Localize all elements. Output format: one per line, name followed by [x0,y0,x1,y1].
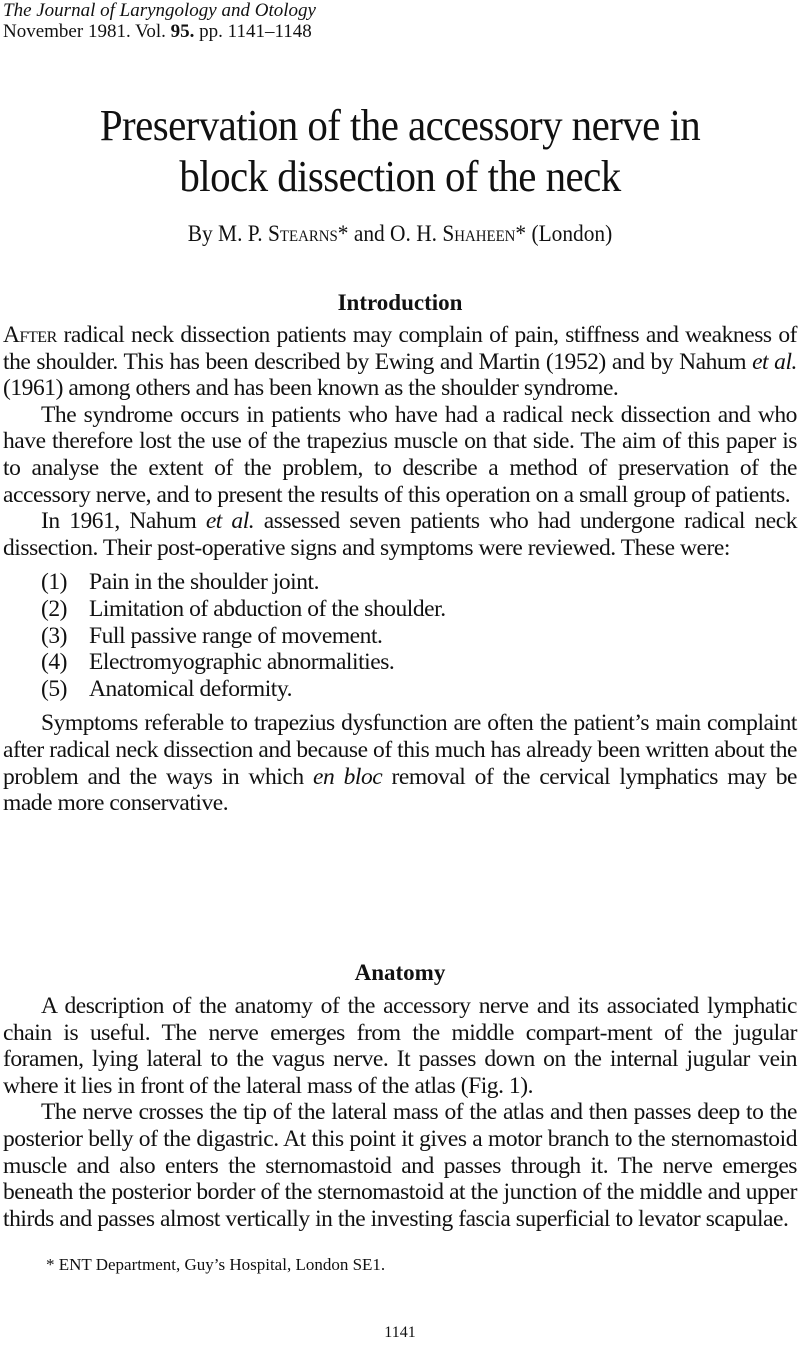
list-item [3,676,797,703]
list-text: Electromyographic abnormalities. [89,649,395,676]
list-item [3,623,797,650]
affiliation-mark-1: * [337,221,349,246]
author-1-surname: Stearns [267,221,338,246]
citation-date: November 1981. Vol. [3,21,171,42]
title-line-2: block dissection of the neck [179,152,621,201]
list-text: Full passive range of movement. [89,622,383,649]
intro-paragraph-3 [3,508,797,561]
list-item [3,569,797,596]
en-bloc: en bloc [312,763,383,790]
journal-header [3,0,316,42]
text-run: In 1961, Nahum [41,508,206,535]
et-al: et al. [752,348,797,375]
affiliation-mark-2: * [515,221,527,246]
text-run: (1961) among others and has been known as the shoulder syndrome. [3,375,619,402]
byline-by: By M. P. [187,221,268,246]
introduction-body [3,322,797,817]
byline-location: (London) [526,221,613,246]
list-item [3,649,797,676]
list-number: (5) [41,675,68,702]
text-run: assessed seven patients who had undergone radical neck dissection. Their post-operative signs and symptoms were reviewed. These were: [3,508,797,561]
intro-paragraph-4 [3,710,797,816]
anatomy-paragraph-2: The nerve crosses the tip of the lateral mass of the atlas and then passes deep to the posterior belly of the digastric. At this point it gives a motor branch to the sternomastoid muscle and also enters the sternomastoid and passes through it. The nerve emerges beneath the posterior border of the sternomastoid at the junction of the middle and upper thirds and passes almost vertically in the investing fascia superficial to levator scapulae. [3,1099,797,1232]
list-item [3,596,797,623]
text-run: Symptoms referable to trapezius dysfunction are often the patient’s main complaint after radical neck dissection and because of this much has already been written about the problem and the ways in which [3,710,797,790]
byline [28,220,772,248]
section-heading-introduction: Introduction [337,290,463,315]
intro-paragraph-2: The syndrome occurs in patients who have had a radical neck dissection and who have therefore lost the use of the trapezius muscle on that side. The aim of this paper is to analyse the extent of the problem, to describe a method of preservation of the accessory nerve, and to present the results of this operation on a small group of patients. [3,401,797,508]
byline-and: and O. H. [348,221,443,246]
page-range: pp. 1141–1148 [194,21,312,42]
symptoms-list [3,569,797,702]
lead-word: After [3,322,57,348]
list-number: (4) [41,649,68,676]
anatomy-paragraph-1: A description of the anatomy of the accessory nerve and its associated lymphatic chain is useful. The nerve emerges from the middle compart-ment of the jugular foramen, lying lateral to the vagus nerve. It passes down on the internal jugular vein where it lies in front of the lateral mass of the atlas (Fig. 1). [3,993,797,1099]
journal-name: The Journal of Laryngology and Otology [3,0,316,21]
list-number: (1) [41,569,68,596]
volume-number: 95. [170,21,195,42]
intro-paragraph-1 [3,322,797,402]
author-2-surname: Shaheen [442,221,516,246]
title-line-1: Preservation of the accessory nerve in [99,101,701,150]
citation-line [3,21,316,42]
list-text: Anatomical deformity. [89,675,293,702]
list-number: (3) [41,622,68,649]
section-heading-anatomy: Anatomy [354,960,446,985]
page-number: 1141 [384,1324,416,1341]
text-run: radical neck dissection patients may complain of pain, stiffness and weakness of the shoulder. This has been described by Ewing and Martin (1952) and by Nahum [3,322,797,375]
text-run: removal of the cervical lymphatics may be made more conservative. [3,763,797,817]
list-text: Pain in the shoulder joint. [89,569,320,596]
et-al: et al. [205,508,255,535]
affiliation-footnote: * ENT Department, Guy’s Hospital, London SE1. [46,1255,386,1274]
list-text: Limitation of abduction of the shoulder. [89,595,446,622]
article-title [28,100,772,202]
list-number: (2) [41,595,68,622]
anatomy-body [3,993,797,1232]
